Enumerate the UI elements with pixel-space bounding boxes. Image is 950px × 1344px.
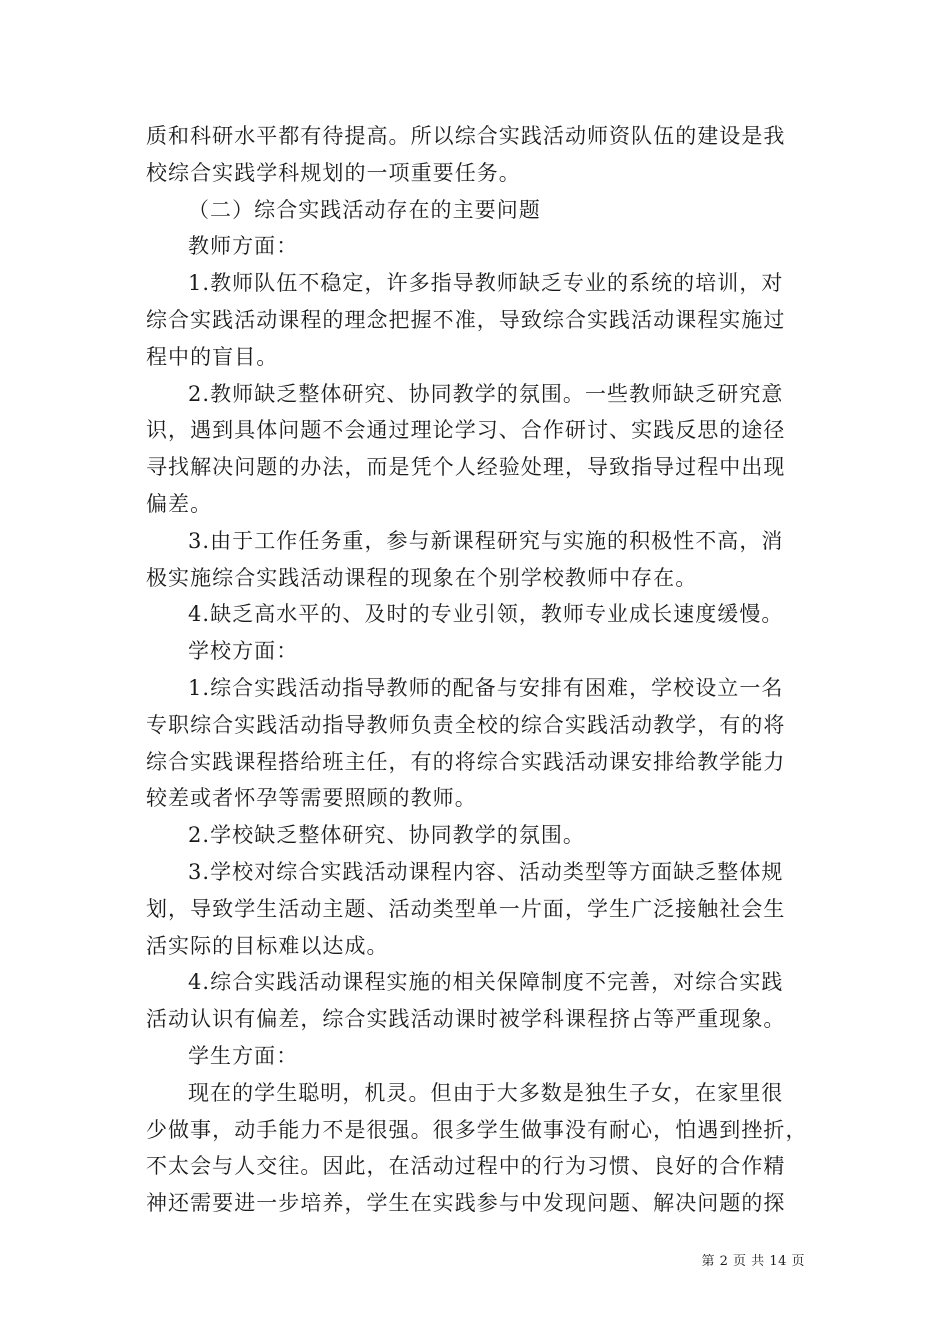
page-number-footer: 第 2 页 共 14 页 — [701, 1254, 805, 1269]
text-line: 综合实践活动课程的理念把握不准，导致综合实践活动课程实施过 — [146, 307, 786, 332]
text-line: 综合实践课程搭给班主任，有的将综合实践活动课安排给教学能力 — [146, 749, 786, 774]
text-line: 少做事，动手能力不是很强。很多学生做事没有耐心，怕遇到挫折， — [146, 1117, 808, 1142]
text-line: 寻找解决问题的办法，而是凭个人经验处理，导致指导过程中出现 — [146, 455, 786, 480]
text-line: 较差或者怀孕等需要照顾的教师。 — [146, 786, 477, 811]
text-line: 3.由于工作任务重，参与新课程研究与实施的积极性不高，消 — [188, 528, 784, 553]
text-line: 划，导致学生活动主题、活动类型单一片面，学生广泛接触社会生 — [146, 896, 786, 921]
subsection-heading: 学校方面： — [188, 639, 299, 664]
text-line: 2.学校缺乏整体研究、协同教学的氛围。 — [188, 823, 585, 848]
document-body — [146, 118, 806, 1222]
text-line: 识，遇到具体问题不会通过理论学习、合作研讨、实践反思的途径 — [146, 418, 786, 443]
text-line: 校综合实践学科规划的一项重要任务。 — [146, 160, 521, 185]
text-line: 活实际的目标难以达成。 — [146, 933, 389, 958]
text-line: 程中的盲目。 — [146, 344, 279, 369]
text-line: 活动认识有偏差，综合实践活动课时被学科课程挤占等严重现象。 — [146, 1007, 786, 1032]
text-line: 3.学校对综合实践活动课程内容、活动类型等方面缺乏整体规 — [188, 859, 784, 884]
text-line: 4.缺乏高水平的、及时的专业引领，教师专业成长速度缓慢。 — [188, 602, 784, 627]
text-line: 4.综合实践活动课程实施的相关保障制度不完善，对综合实践 — [188, 970, 784, 995]
text-line: 神还需要进一步培养，学生在实践参与中发现问题、解决问题的探 — [146, 1191, 786, 1216]
text-line: 不太会与人交往。因此，在活动过程中的行为习惯、良好的合作精 — [146, 1154, 786, 1179]
text-line: 专职综合实践活动指导教师负责全校的综合实践活动教学，有的将 — [146, 712, 786, 737]
text-line: 偏差。 — [146, 491, 213, 516]
text-line: 质和科研水平都有待提高。所以综合实践活动师资队伍的建设是我 — [146, 124, 786, 148]
subsection-heading: 教师方面： — [188, 234, 299, 259]
text-line: 现在的学生聪明，机灵。但由于大多数是独生子女，在家里很 — [188, 1080, 784, 1105]
text-line: 2.教师缺乏整体研究、协同教学的氛围。一些教师缺乏研究意 — [188, 381, 784, 406]
subsection-heading: 学生方面： — [188, 1043, 299, 1068]
section-heading: （二）综合实践活动存在的主要问题 — [188, 197, 541, 222]
text-line: 1.综合实践活动指导教师的配备与安排有困难，学校设立一名 — [188, 675, 784, 700]
text-line: 极实施综合实践活动课程的现象在个别学校教师中存在。 — [146, 565, 698, 590]
text-line: 1.教师队伍不稳定，许多指导教师缺乏专业的系统的培训，对 — [188, 271, 784, 296]
